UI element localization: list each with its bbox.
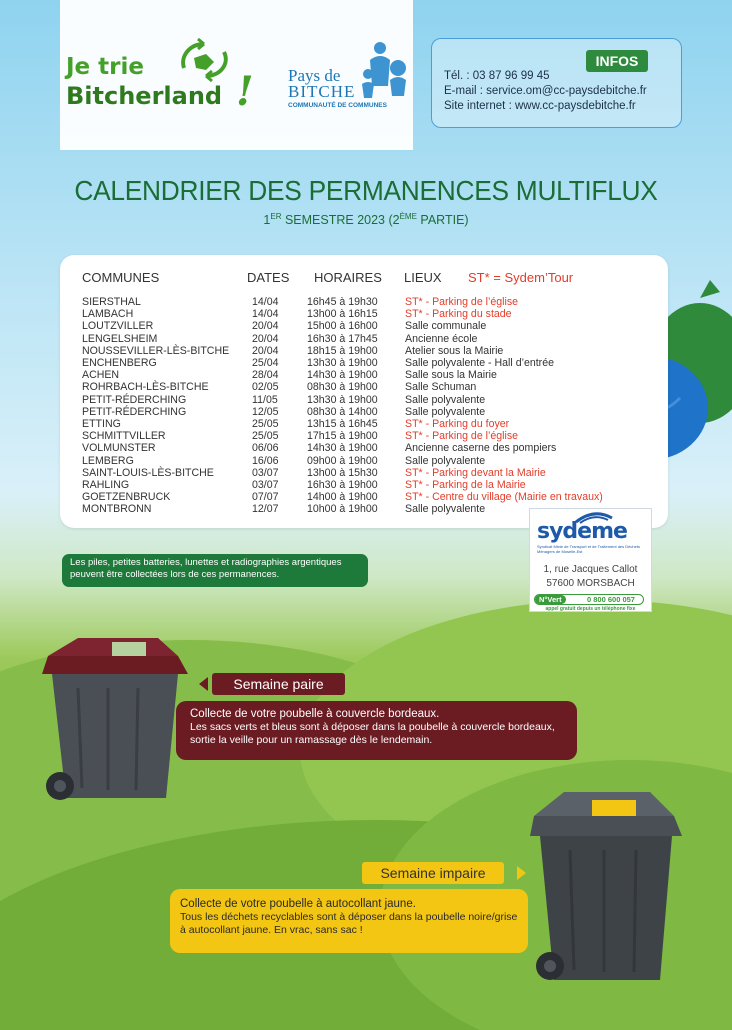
date-cell: 02/05 [252,381,279,394]
commune-cell: ETTING [82,418,121,430]
commune-cell: LAMBACH [82,308,134,321]
date-cell: 20/04 [252,344,279,357]
st-legend: ST* = Sydem’Tour [468,270,574,285]
table-row [82,320,642,332]
date-cell: 14/04 [252,308,279,321]
date-cell: 20/04 [252,320,279,333]
batteries-note-line2: peuvent être collectées lors de ces permanences. [70,569,280,580]
commune-cell: ACHEN [82,369,120,382]
horaire-cell: 17h15 à 19h00 [307,430,378,443]
commune-cell: SAINT-LOUIS-LÈS-BITCHE [82,466,214,479]
date-cell: 14/04 [252,296,279,308]
infos-badge: INFOS [586,50,648,72]
impaire-arrow-icon [517,866,526,880]
lieu-cell: ST* - Parking de la Mairie [405,479,526,491]
horaire-cell: 16h30 à 19h00 [307,479,378,491]
col-header-dates: DATES [247,270,290,285]
lieu-cell: Salle polyvalente [405,393,486,406]
pays-logo-line1: Pays de [288,66,341,85]
date-cell: 16/06 [252,454,279,467]
lieu-cell: Atelier sous la Mairie [405,344,504,357]
lieu-cell: Salle communale [405,320,487,333]
horaire-cell: 16h30 à 17h45 [307,332,378,345]
horaire-cell: 10h00 à 19h00 [307,503,378,516]
commune-cell: ENCHENBERG [82,357,157,369]
pays-logo-line3: COMMUNAUTÉ DE COMMUNES [288,102,387,109]
date-cell: 25/05 [252,430,279,443]
subtitle-text1: SEMESTRE 2023 (2 [281,213,400,228]
lieu-cell: ST* - Centre du village (Mairie en travaux) [405,491,603,504]
lieu-cell: Salle sous la Mairie [405,369,497,382]
table-row [82,357,642,369]
horaire-cell: 13h15 à 16h45 [307,418,378,430]
semaine-impaire-badge: Semaine impaire [362,862,504,884]
table-row [82,418,642,430]
page-subtitle [0,212,732,227]
date-cell: 06/06 [252,442,279,455]
commune-cell: PETIT-RÉDERCHING [82,405,187,418]
date-cell: 25/05 [252,418,279,430]
date-cell: 03/07 [252,466,279,479]
table-row [82,406,642,418]
impaire-line1: Collecte de votre poubelle à autocollant jaune. [180,898,416,910]
numero-vert-label: N°Vert [535,595,566,604]
lieu-cell: Salle polyvalente - Hall d’entrée [405,357,554,369]
table-row [82,394,642,406]
paire-arrow-icon [199,677,208,691]
commune-cell: VOLMUNSTER [82,442,156,455]
commune-cell: SIERSTHAL [82,296,141,308]
lieu-cell: Salle polyvalente [405,454,486,467]
numero-vert-number: 0 800 600 057 [587,595,635,604]
table-row [82,467,642,479]
sydeme-logo: sydeme [537,519,627,544]
lieu-cell: Salle polyvalente [405,503,486,516]
commune-cell: GOETZENBRUCK [82,491,171,504]
paire-line1: Collecte de votre poubelle à couvercle bordeaux. [190,708,440,720]
horaire-cell: 08h30 à 19h00 [307,381,378,394]
paire-line2: Les sacs verts et bleus sont à déposer dans la poubelle à couvercle bordeaux, [190,721,555,733]
horaire-cell: 15h00 à 16h00 [307,320,378,333]
date-cell: 11/05 [252,393,278,406]
pays-figures-icon [360,40,410,100]
impaire-line3: à autocollant jaune. En vrac, sans sac ! [180,924,363,936]
lieu-cell: Salle polyvalente [405,405,486,418]
horaire-cell: 16h45 à 19h30 [307,296,378,308]
subtitle-sup1: ER [270,212,282,221]
infos-phone[interactable]: Tél. : 03 87 96 99 45 [444,70,550,82]
commune-cell: LEMBERG [82,454,134,467]
batteries-note-line1: Les piles, petites batteries, lunettes et radiographies argentiques [70,557,342,568]
table-row [82,455,642,467]
horaire-cell: 13h30 à 19h00 [307,393,378,406]
lieu-cell: ST* - Parking devant la Mairie [405,466,546,479]
lieu-cell: Ancienne école [405,332,478,345]
table-row [82,381,642,393]
semaine-paire-box [176,701,577,760]
horaire-cell: 13h00 à 15h30 [307,466,378,479]
paire-line3: sortie la veille pour un ramassage dès le lendemain. [190,734,433,746]
table-row [82,345,642,357]
numero-vert[interactable] [534,594,644,605]
horaire-cell: 14h00 à 19h00 [307,491,378,504]
horaire-cell: 18h15 à 19h00 [307,344,378,357]
commune-cell: ROHRBACH-LÈS-BITCHE [82,381,209,394]
infos-email[interactable]: E-mail : service.om@cc-paysdebitche.fr [444,85,647,97]
commune-cell: LENGELSHEIM [82,332,158,345]
lieu-cell: ST* - Parking du foyer [405,418,510,430]
date-cell: 20/04 [252,332,279,345]
lieu-cell: Ancienne caserne des pompiers [405,442,557,455]
horaire-cell: 13h00 à 16h15 [307,308,378,321]
date-cell: 07/07 [252,491,279,504]
col-header-horaires: HORAIRES [314,270,382,285]
date-cell: 03/07 [252,479,279,491]
sydeme-address-line1: 1, rue Jacques Callot [543,564,638,575]
jetrie-logo-exclamation: ! [236,68,254,115]
table-row [82,479,642,491]
lieu-cell: ST* - Parking de l’église [405,296,519,308]
jetrie-logo-line2: Bitcherland [66,82,223,110]
impaire-line2: Tous les déchets recyclables sont à déposer dans la poubelle noire/grise [180,911,518,923]
commune-cell: LOUTZVILLER [82,320,154,333]
commune-cell: NOUSSEVILLER-LÈS-BITCHE [82,344,230,357]
pays-logo-line2: BITCHE [288,82,356,101]
table-row [82,308,642,320]
horaire-cell: 14h30 à 19h00 [307,369,378,382]
horaire-cell: 14h30 à 19h00 [307,442,378,455]
batteries-note [62,554,368,587]
lieu-cell: ST* - Parking du stade [405,308,512,321]
horaire-cell: 08h30 à 14h00 [307,405,378,418]
table-row [82,491,642,503]
infos-website[interactable]: Site internet : www.cc-paysdebitche.fr [444,100,636,112]
table-row [82,442,642,454]
date-cell: 25/04 [252,357,279,369]
jetrie-logo-line1: Je trie [66,54,144,80]
commune-cell: RAHLING [82,479,130,491]
table-row [82,430,642,442]
page-title: CALENDRIER DES PERMANENCES MULTIFLUX [74,175,658,206]
commune-cell: MONTBRONN [82,503,152,516]
bordeaux-bin-illustration [38,628,198,808]
col-header-lieux: LIEUX [404,270,442,285]
semaine-impaire-box [170,889,528,953]
lieu-cell: Salle Schuman [405,381,477,394]
lieu-cell: ST* - Parking de l’église [405,430,519,443]
subtitle-sup2: ÈME [399,212,417,221]
table-row [82,296,642,308]
horaire-cell: 09h00 à 19h00 [307,454,378,467]
col-header-communes: COMMUNES [82,270,160,285]
horaire-cell: 13h30 à 19h00 [307,357,378,369]
recycle-icon [176,38,232,82]
appel-gratuit-note: appel gratuit depuis un téléphone fixe [545,606,636,612]
subtitle-text2: PARTIE) [416,213,469,228]
date-cell: 12/05 [252,405,279,418]
commune-cell: SCHMITTVILLER [82,430,166,443]
date-cell: 12/07 [252,503,279,516]
table-row [82,333,642,345]
yellow-sticker-bin-illustration [528,780,688,990]
sydeme-address-line2: 57600 MORSBACH [546,578,635,589]
date-cell: 28/04 [252,369,279,382]
subtitle-n1: 1 [263,213,271,228]
commune-cell: PETIT-RÉDERCHING [82,393,187,406]
sydeme-tagline: Syndicat Mixte de Transport et de Traitement des Déchets Ménagers de Moselle-Est [537,544,640,554]
table-row [82,369,642,381]
semaine-paire-badge: Semaine paire [212,673,345,695]
